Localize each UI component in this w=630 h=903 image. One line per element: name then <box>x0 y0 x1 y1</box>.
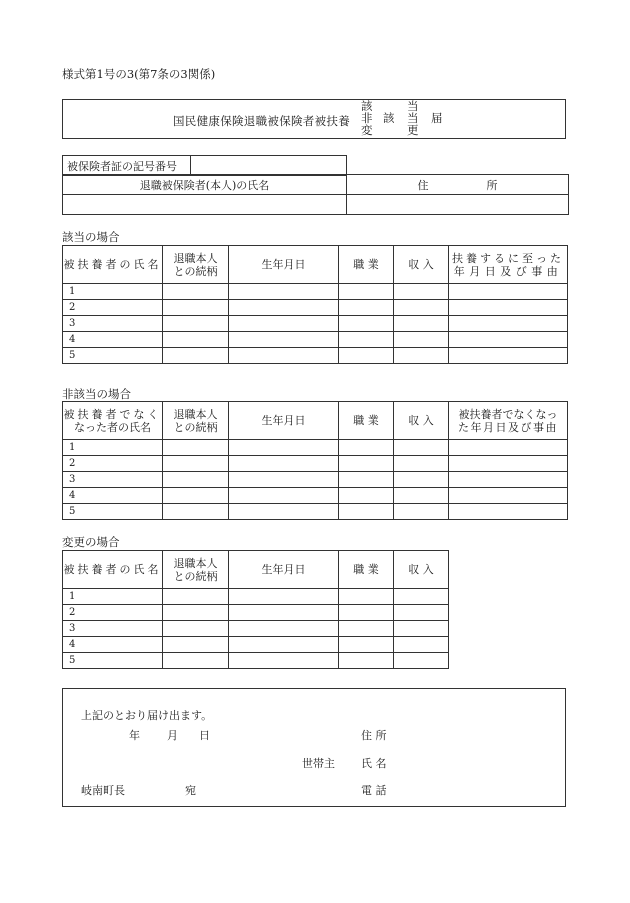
address-label-2: 所 <box>486 178 498 192</box>
title-kind-2c: 当 <box>407 111 419 125</box>
table-row: 1 <box>63 589 449 605</box>
address-label <box>347 175 569 195</box>
title-kind-2d: 届 <box>431 111 443 125</box>
table-row: 4 <box>63 637 449 653</box>
col-dependent-name: 被扶養者の氏名 <box>63 246 163 284</box>
col-income: 収 入 <box>394 402 449 440</box>
table-row: 5 <box>63 348 568 364</box>
col-relation: 退職本人 との続柄 <box>163 551 229 589</box>
card-number-field[interactable] <box>191 156 347 176</box>
addressee-label: 宛 <box>185 784 196 797</box>
col-income: 収 入 <box>394 246 449 284</box>
address-label-1: 住 <box>417 178 429 192</box>
year-label: 年 <box>129 729 140 742</box>
form-title: 国民健康保険退職被保険者被扶養 <box>173 114 350 128</box>
table-row: 2 <box>63 300 568 316</box>
title-kind-1a: 該 <box>361 99 373 113</box>
form-number: 様式第1号の3(第7条の3関係) <box>62 67 216 81</box>
table-row: 4 <box>63 488 568 504</box>
table-row: 2 <box>63 456 568 472</box>
title-kind-2a: 非 <box>361 111 373 125</box>
section-applicable-label: 該当の場合 <box>62 230 120 244</box>
day-label: 日 <box>199 729 210 742</box>
title-kind-3a: 変 <box>361 123 373 137</box>
col-reason: 扶養するに至った 年月日及び事由 <box>449 246 568 284</box>
col-relation: 退職本人 との続柄 <box>163 402 229 440</box>
table-row: 1 <box>63 284 568 300</box>
col-relation: 退職本人 との続柄 <box>163 246 229 284</box>
table-row: 3 <box>63 621 449 637</box>
table-row: 3 <box>63 472 568 488</box>
month-label: 月 <box>167 729 178 742</box>
table-row: 5 <box>63 653 449 669</box>
col-birth-date: 生年月日 <box>229 246 339 284</box>
section-not-applicable-label: 非該当の場合 <box>62 387 131 401</box>
insured-card-table <box>62 155 347 176</box>
insured-name-field[interactable] <box>63 195 347 215</box>
table-row: 1 <box>63 440 568 456</box>
col-former-dependent-name: 被扶養者でなく なった者の氏名 <box>63 402 163 440</box>
title-kind-3b: 更 <box>407 123 419 137</box>
signature-box <box>62 688 566 807</box>
col-occupation: 職 業 <box>339 551 394 589</box>
change-table <box>62 550 449 669</box>
title-kind-1b: 当 <box>407 99 419 113</box>
applicant-name-label: 氏 名 <box>361 757 387 770</box>
phone-label: 電 話 <box>361 784 387 797</box>
title-kind-2b: 該 <box>383 111 395 125</box>
col-birth-date: 生年月日 <box>229 551 339 589</box>
table-row: 4 <box>63 332 568 348</box>
col-income: 収 入 <box>394 551 449 589</box>
col-occupation: 職 業 <box>339 402 394 440</box>
mayor-label: 岐南町長 <box>81 784 125 797</box>
head-of-household-label: 世帯主 <box>302 757 335 770</box>
insured-name-table <box>62 174 569 215</box>
col-dependent-name: 被扶養者の氏名 <box>63 551 163 589</box>
address-field[interactable] <box>347 195 569 215</box>
card-number-label: 被保険者証の記号番号 <box>63 156 191 176</box>
submission-statement: 上記のとおり届け出ます。 <box>81 709 213 722</box>
section-change-label: 変更の場合 <box>62 535 120 549</box>
not-applicable-table <box>62 401 568 520</box>
col-occupation: 職 業 <box>339 246 394 284</box>
table-row: 3 <box>63 316 568 332</box>
col-birth-date: 生年月日 <box>229 402 339 440</box>
applicant-address-label: 住 所 <box>361 729 387 742</box>
col-reason: 被扶養者でなくなっ た年月日及び事由 <box>449 402 568 440</box>
table-row: 5 <box>63 504 568 520</box>
table-row: 2 <box>63 605 449 621</box>
applicable-table <box>62 245 568 364</box>
insured-name-label: 退職被保険者(本人)の氏名 <box>63 175 347 195</box>
form-title-box <box>62 99 566 139</box>
